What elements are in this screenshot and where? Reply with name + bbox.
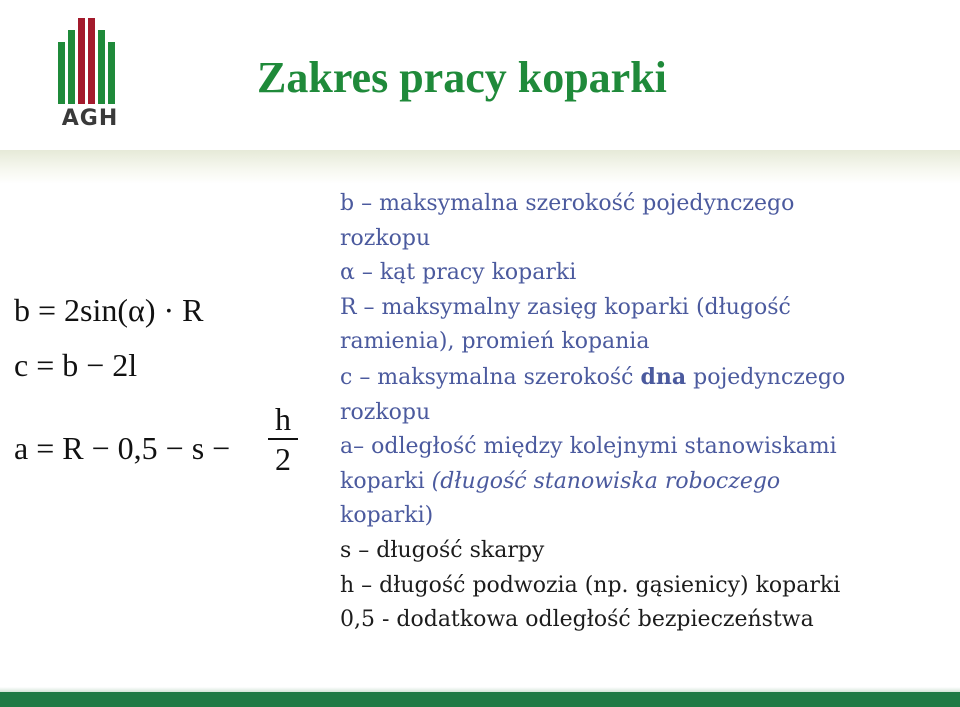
page-title: Zakres pracy koparki <box>257 53 667 102</box>
logo-bar-4 <box>88 18 95 104</box>
logo-bar-5 <box>98 30 105 104</box>
formula-a: a = R − 0,5 − s − <box>14 430 231 466</box>
logo-bar-1 <box>58 42 65 104</box>
formula-c: c = b − 2l <box>14 347 138 383</box>
def-c-post: pojedynczego <box>686 364 846 390</box>
def-alpha: α – kąt pracy koparki <box>340 260 577 286</box>
fraction-numerator: h <box>275 401 291 437</box>
fraction-bar <box>268 438 298 440</box>
def-r-line2: ramienia), promień kopania <box>340 329 650 355</box>
fraction-h-over-2 <box>268 402 298 476</box>
fraction-denominator: 2 <box>275 441 291 477</box>
def-r-line1: R – maksymalny zasięg koparki (długość <box>340 294 791 320</box>
logo-bar-2 <box>68 30 75 104</box>
def-a-pre: koparki <box>340 468 432 494</box>
def-c-pre: c – maksymalna szerokość <box>340 364 641 390</box>
logo-bar-3 <box>78 18 85 104</box>
def-a-line1: a– odległość między kolejnymi stanowiskami <box>340 434 837 460</box>
def-a-line2 <box>340 465 950 500</box>
def-b-line1: b – maksymalna szerokość pojedynczego <box>340 191 795 216</box>
def-s: s – długość skarpy <box>340 537 545 563</box>
def-0-5: 0,5 - dodatkowa odległość bezpieczeństwa <box>340 607 814 633</box>
def-a-italic: (długość stanowiska roboczego <box>431 468 781 494</box>
logo-bar-6 <box>108 42 115 104</box>
def-c-line1 <box>340 360 950 396</box>
header-band <box>0 150 960 184</box>
definitions-list <box>340 187 950 638</box>
def-c-line2: rozkopu <box>340 399 431 425</box>
formula-b: b = 2sin(α) · R <box>14 292 204 328</box>
def-a-line3: koparki) <box>340 503 434 529</box>
def-b-line2: rozkopu <box>340 225 431 251</box>
def-c-bold: dna <box>640 363 687 390</box>
footer-band <box>0 692 960 707</box>
def-h: h – długość podwozia (np. gąsienicy) koparki <box>340 572 841 598</box>
logo-text: AGH <box>61 106 119 131</box>
